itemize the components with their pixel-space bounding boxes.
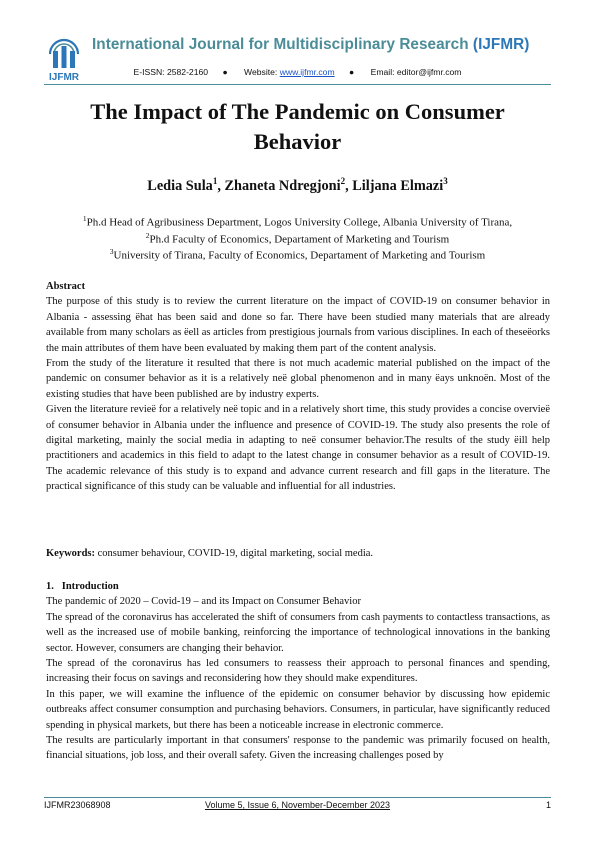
introduction-heading: 1. Introduction bbox=[46, 581, 119, 592]
journal-name: International Journal for Multidisciplinary Research bbox=[92, 36, 469, 53]
introduction-paragraph: The spread of the coronavirus has accelerated the shift of consumers from cash payments to contactless transactions, as well as the increased use of mobile banking, reinforcing the importance of technological innovations in the banking sector. However, consumers are changing their behavior. bbox=[46, 611, 550, 654]
author-name: Zhaneta Ndregjoni bbox=[224, 177, 341, 194]
affiliation-2: $^2$Ph.d Faculty of Economics, Departament of Marketing and Tourism bbox=[145, 231, 450, 246]
journal-abbreviation: (IJFMR) bbox=[472, 36, 530, 53]
paper-title bbox=[40, 97, 555, 157]
abstract-paragraph: The purpose of this study is to review the current literature on the impact of COVID-19 on consumer behavior in Albania - assessing ëhat has been said and done so far. There have been studied many materials that are already available from many scholars as ëell as articles from prestigious journals from various disciplines. In each of theseëorks the main attributes of them have been evaluated by making them part of the content analysis. bbox=[46, 296, 550, 354]
logo-text: IJFMR bbox=[49, 72, 79, 82]
title-line-2: Behavior bbox=[253, 129, 342, 154]
introduction-subtitle: The pandemic of 2020 – Covid-19 – and its Impact on Consumer Behavior bbox=[46, 596, 361, 608]
journal-header bbox=[0, 0, 595, 92]
email: Email: editor@ijfmr.com bbox=[370, 67, 462, 77]
keywords-text: consumer behaviour, COVID-19, digital marketing, social media. bbox=[97, 548, 374, 559]
journal-meta-line bbox=[0, 67, 595, 77]
affiliation-3: $^3$University of Tirana, Faculty of Economics, Departament of Marketing and Tourism bbox=[109, 247, 486, 262]
author-list: Ledia Sula$^1$, Zhaneta Ndregjoni$^2$, Liljana Elmazi$^3$ bbox=[147, 176, 448, 194]
bullet-icon: ● bbox=[349, 67, 355, 77]
introduction-paragraph: The results are particularly important in that consumers' response to the pandemic was primarily focused on health, financial situations, job loss, and their overall safety. Given the increasing challenges posed by bbox=[46, 735, 550, 762]
header-divider bbox=[44, 84, 551, 85]
abstract-paragraph: Given the literature revieë for a relatively neë topic and in a relatively short time, this study provides a concise overvieë of consumer behavior in Albania under the influence and presence of COVID-19. The study also presents the role of digital marketing, mainly the social media in adapting to neë consumer behavior.The results of the study ëill help practitioners and academics in this field to adapt to the latest change in consumer behavior as a result of COVID-19. The academic relevance of this study is to expand and advance current research and fill gaps in the literature. The practical significance of this study can be valuable and influential for all industries. bbox=[46, 404, 550, 493]
website-link[interactable]: www.ijfmr.com bbox=[279, 67, 335, 77]
footer-volume: Volume 5, Issue 6, November-December 2023 bbox=[204, 800, 391, 810]
introduction-section bbox=[46, 579, 550, 764]
author-name: Liljana Elmazi bbox=[352, 177, 444, 194]
abstract-paragraph: From the study of the literature it resulted that there is not much academic material published on the impact of the pandemic on consumer behavior as it is a relatively neë global phenomenon and in many ëays unknoën. Most of the existing studies that have been published are by industry experts. bbox=[46, 358, 550, 400]
abstract-section bbox=[46, 279, 550, 495]
affiliation-1: $^1$Ph.d Head of Agribusiness Department, Logos University College, Albania University of Tirana, bbox=[82, 214, 513, 229]
author-name: Ledia Sula bbox=[147, 177, 213, 194]
footer-page-number: 1 bbox=[545, 800, 551, 810]
introduction-paragraph: The spread of the coronavirus has led consumers to reassess their approach to personal finances and spending, increasing their focus on savings and reconsidering how they should make expenditures. bbox=[46, 658, 550, 685]
website-label: Website: bbox=[244, 67, 278, 77]
introduction-paragraph: In this paper, we will examine the influence of the epidemic on consumer behavior by discussing how epidemic outbreaks affect consumer consumption and purchasing behaviors. Consumers, in particular, have significantly reduced spending in physical markets, but there has been a noticeable increase in electronic commerce. bbox=[46, 688, 550, 731]
keywords-line bbox=[46, 546, 550, 561]
author-sup: 3 bbox=[443, 176, 448, 186]
author-sup: 2 bbox=[340, 176, 346, 186]
bullet-icon: ● bbox=[222, 67, 228, 77]
eissn: E-ISSN: 2582-2160 bbox=[133, 67, 209, 77]
abstract-heading: Abstract bbox=[46, 281, 86, 292]
title-line-1: The Impact of The Pandemic on Consumer bbox=[90, 99, 505, 124]
keywords-label: Keywords: bbox=[46, 548, 95, 559]
author-sup: 1 bbox=[212, 176, 218, 186]
footer-paper-id: IJFMR23068908 bbox=[44, 800, 111, 810]
journal-title bbox=[92, 36, 529, 54]
footer-divider bbox=[44, 797, 551, 798]
